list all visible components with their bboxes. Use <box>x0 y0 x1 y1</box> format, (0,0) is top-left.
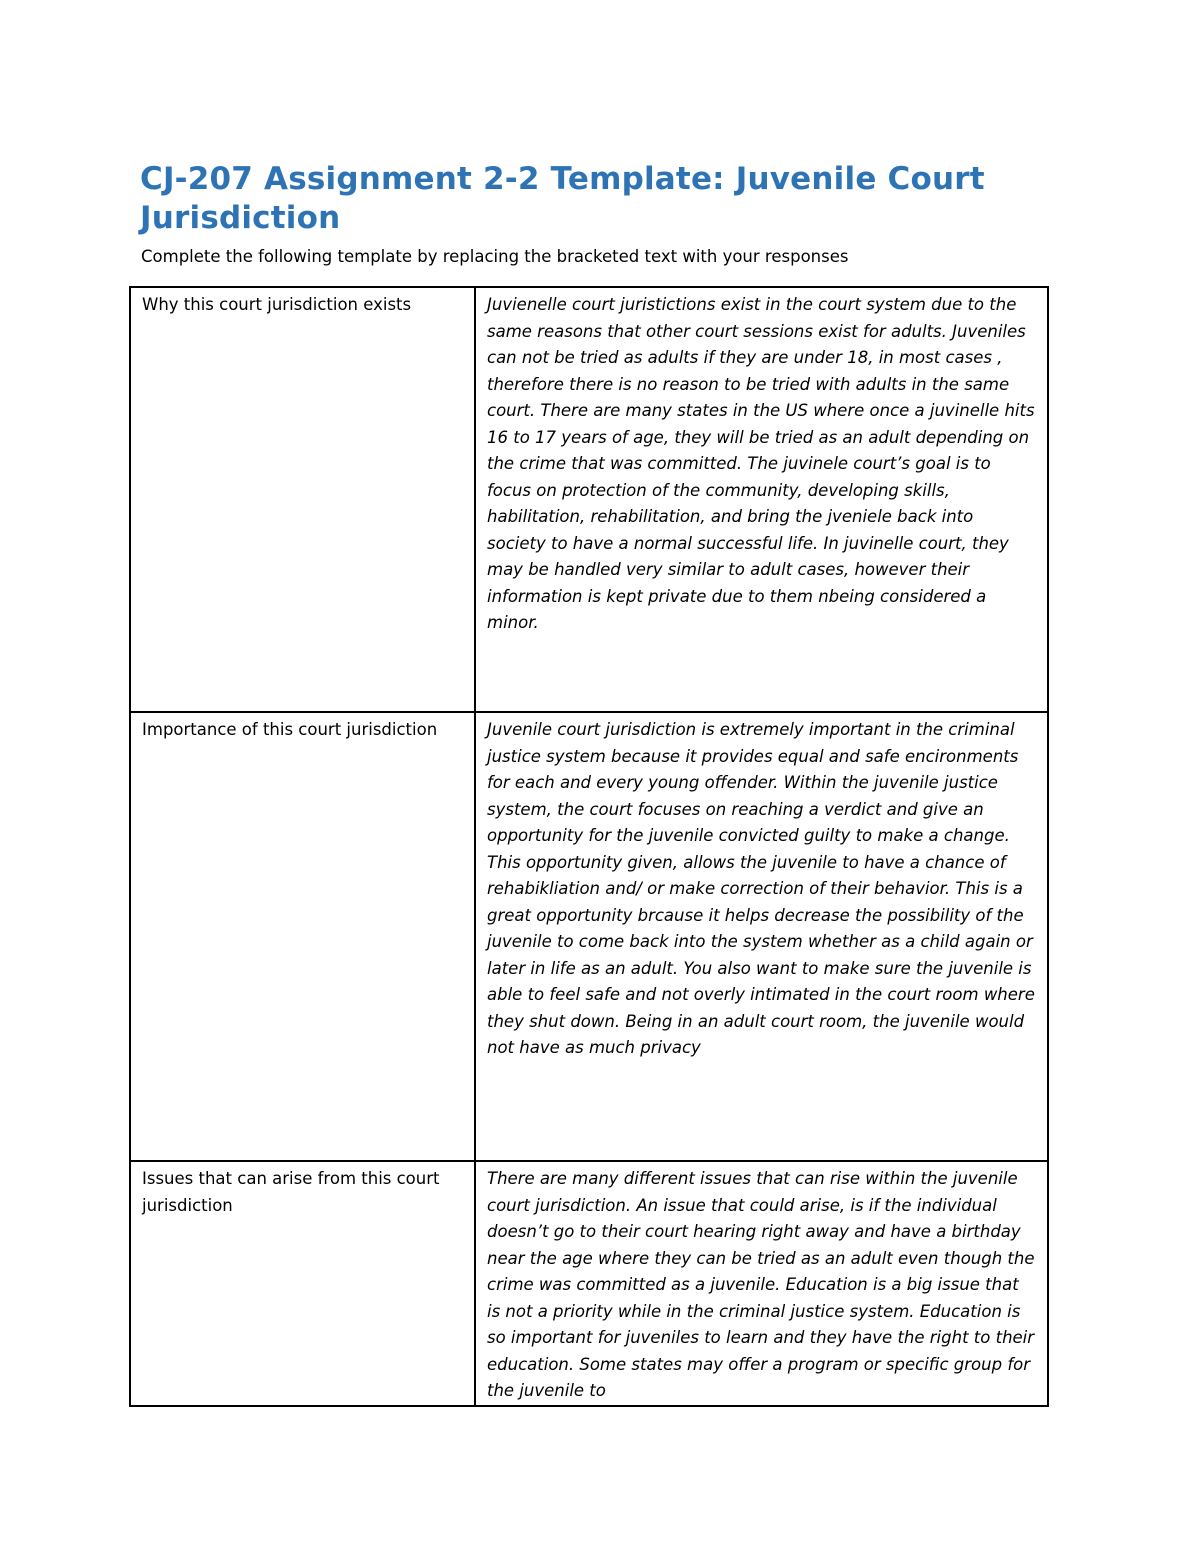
row-label: Issues that can arise from this court jurisdiction <box>130 1161 475 1406</box>
row-response[interactable]: There are many different issues that can rise within the juvenile court jurisdiction. An issue that could arise, is if the individual doesn’t go to their court hearing right away and have a birthday near the age where they can be tried as an adult even though the crime was committed as a juvenile. Education is a big issue that is not a priority while in the criminal justice system. Education is so important for juveniles to learn and they have the right to their education. Some states may offer a program or specific group for the juvenile to <box>475 1161 1048 1406</box>
template-table <box>129 286 1049 1407</box>
document-title: CJ-207 Assignment 2-2 Template: Juvenile Court Jurisdiction <box>140 161 985 236</box>
table-row <box>130 712 1048 1161</box>
row-response[interactable]: Juvenile court jurisdiction is extremely important in the criminal justice system because it provides equal and safe encironments for each and every young offender. Within the juvenile justice system, the court focuses on reaching a verdict and give an opportunity for the juvenile convicted guilty to make a change. This opportunity given, allows the juvenile to have a chance of rehabikliation and/ or make correction of their behavior. This is a great opportunity brcause it helps decrease the possibility of the juvenile to come back into the system whether as a child again or later in life as an adult. You also want to make sure the juvenile is able to feel safe and not overly intimated in the court room where they shut down. Being in an adult court room, the juvenile would not have as much privacy <box>475 712 1048 1161</box>
row-label: Importance of this court jurisdiction <box>130 712 475 1161</box>
row-label: Why this court jurisdiction exists <box>130 287 475 712</box>
row-response[interactable]: Juvienelle court juristictions exist in the court system due to the same reasons that other court sessions exist for adults. Juveniles can not be tried as adults if they are under 18, in most cases , therefore there is no reason to be tried with adults in the same court. There are many states in the US where once a juvinelle hits 16 to 17 years of age, they will be tried as an adult depending on the crime that was committed. The juvinele court’s goal is to focus on protection of the community, developing skills, habilitation, rehabilitation, and bring the jveniele back into society to have a normal successful life. In juvinelle court, they may be handled very similar to adult cases, however their information is kept private due to them nbeing considered a minor. <box>475 287 1048 712</box>
table-row <box>130 287 1048 712</box>
instructions-text: Complete the following template by replacing the bracketed text with your responses <box>141 247 849 266</box>
table-row <box>130 1161 1048 1406</box>
